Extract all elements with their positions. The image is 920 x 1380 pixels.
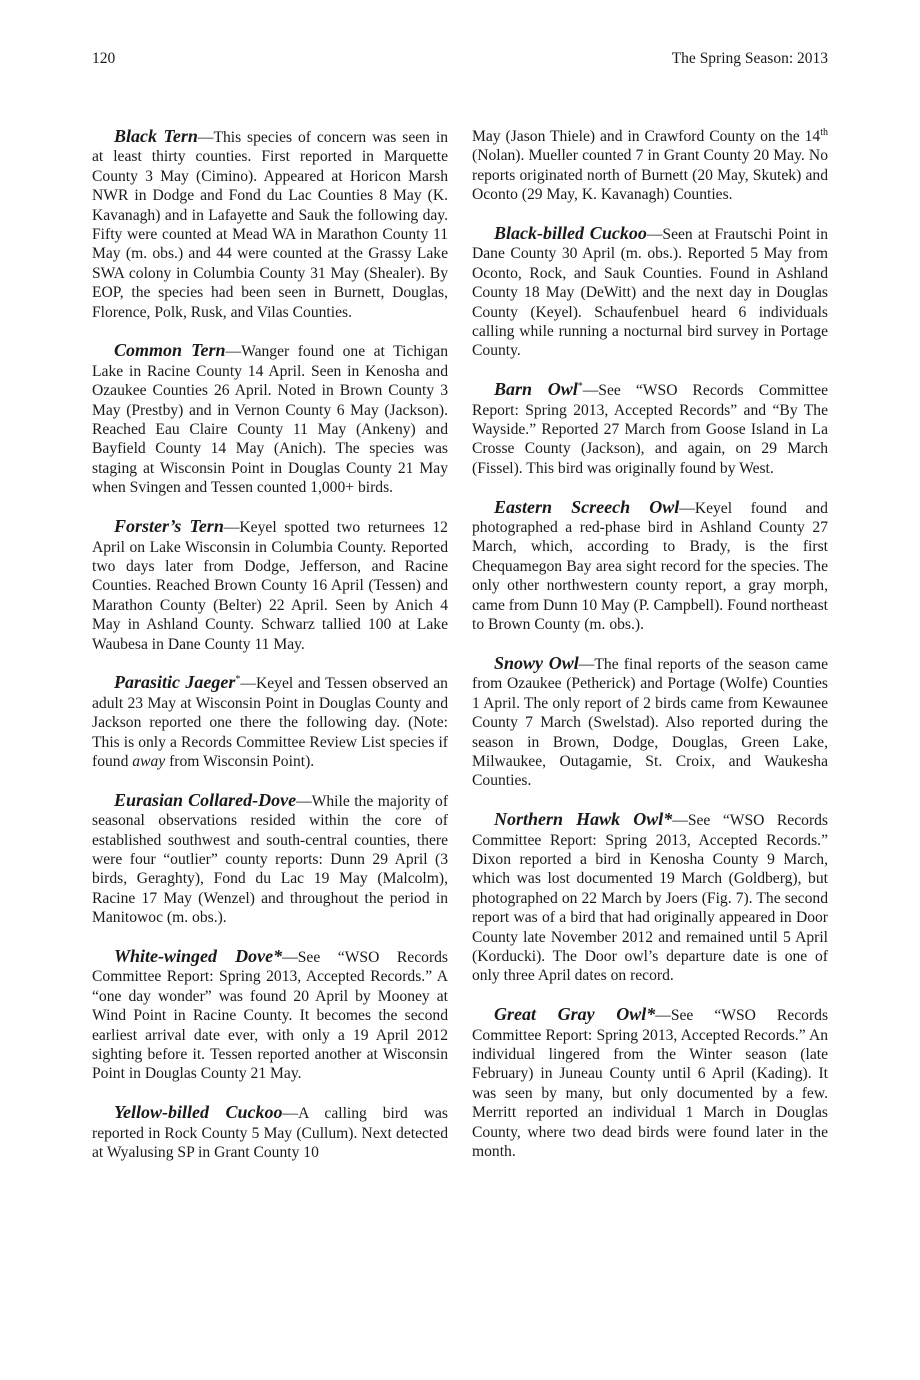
species-account-northern-hawk-owl xyxy=(472,810,828,986)
species-name: Eastern Screech Owl xyxy=(494,496,680,517)
review-list-star: * xyxy=(577,381,583,393)
species-account-great-gray-owl xyxy=(472,1005,828,1161)
species-text: —Keyel found and photographed a red-phase bird in Ashland County 27 March, which, according to Brady, is the first Chequamegon Bay area sight record for the species. The only other northwestern county report, a gray morph, came from Dunn 10 May (P. Campbell). Found northeast to Brown County (m. obs.). xyxy=(472,499,828,634)
running-head xyxy=(92,50,828,68)
species-account-parasitic-jaeger xyxy=(92,673,448,771)
species-text: —Wanger found one at Tichigan Lake in Racine County 14 April. Seen in Kenosha and Ozaukee Counties 26 April. Noted in Brown County 3 May (Prestby) and in Vernon County 6 May (Jackson). Reached Eau Claire County 11 May (Ankeny) and Bayfield County 14 May (Anich). The species was staging at Wisconsin Point in Douglas County 21 May when Svingen and Tessen counted 1,000+ birds. xyxy=(92,343,449,497)
species-name: Black Tern xyxy=(114,126,198,146)
species-name: White-winged Dove* xyxy=(114,945,283,966)
page-number: 120 xyxy=(92,50,116,67)
species-name: Northern Hawk Owl* xyxy=(494,809,673,830)
species-name: Great Gray Owl* xyxy=(494,1004,656,1025)
species-text: —This species of concern was seen in at least thirty counties. First reported in Marquette County 3 May (Cimino). Appeared at Horicon Marsh NWR in Dodge and Fond du Lac Counties 8 May (K. Kavanagh) and in Lafayette and Sauk the following day. Fifty were counted at Mead WA in Marathon County 11 May (m. obs.) and 44 were counted at the Grassy Lake SWA colony in Columbia County 31 May (Shealer). By EOP, the species had been seen in Burnett, Douglas, Florence, Polk, Rusk, and Vilas Counties. xyxy=(92,129,448,321)
species-name: Barn Owl xyxy=(494,379,578,400)
species-name: Snowy Owl xyxy=(494,652,579,673)
species-name: Parasitic Jaeger xyxy=(114,672,236,693)
species-account-black-tern xyxy=(92,127,448,322)
species-text: —A calling bird was reported in Rock County 5 May (Cullum). Next detected at Wyalusing SP in Grant County 10 xyxy=(92,1105,448,1162)
species-name: Black-billed Cuckoo xyxy=(494,223,647,244)
species-text-end: (Nolan). Mueller counted 7 in Grant County 20 May. No reports originated north of Burnett (20 May, Skutek) and Oconto (29 May, K. Kavanagh) Counties. xyxy=(472,147,828,204)
left-column xyxy=(92,127,448,1182)
species-account-snowy-owl xyxy=(472,654,828,791)
species-name: Common Tern xyxy=(114,340,226,361)
species-text: —Keyel and Tessen observed an adult 23 May at Wisconsin Point in Douglas County and Jackson reported one there the following day. (Note: This is only a Records Committee Review List species if found xyxy=(92,675,448,770)
species-text: —While the majority of seasonal observations resided within the core of established southwest and south-central counties, there were four “outlier” county reports: Dunn 29 April (3 birds, Geraghty), Fond du Lac 19 May (Malcolm), Racine 17 May (Wenzel) and throughout the period in Manitowoc (m. obs.). xyxy=(92,792,449,927)
species-text: —Seen at Frautschi Point in Dane County 30 April (m. obs.). Reported 5 May from Oconto, Rock, and Sauk Counties. Found in Ashland County 18 May (DeWitt) and the next day in Douglas County (Keyel). Schaufenbuel heard 6 individuals calling while running a nocturnal bird survey in Portage County. xyxy=(472,226,828,360)
species-account-continued xyxy=(472,127,828,205)
species-text: May (Jason Thiele) and in Crawford County on the 14 xyxy=(472,128,821,145)
species-name: Yellow-billed Cuckoo xyxy=(114,1102,283,1123)
species-text-end: from Wisconsin Point). xyxy=(165,752,315,770)
species-text: —See “WSO Records Committee Report: Spring 2013, Accepted Records.” A “one day wonder” was found 20 April by Mooney at Wind Point in Racine County. It becomes the second earliest arrival date ever, with only a 19 April 2012 sighting before it. Tessen reported another at Wisconsin Point in Douglas County 21 May. xyxy=(92,948,448,1083)
species-name: Forster’s Tern xyxy=(114,516,224,537)
species-text: —Keyel spotted two returnees 12 April on Lake Wisconsin in Columbia County. Reported two days later from Dodge, Jefferson, and Racine Counties. Reached Brown County 16 April (Tessen) and Marathon County (Belter) 22 April. Seen by Anich 4 May in Ashland County. Schwarz tallied 100 at Lake Waubesa in Dane County 11 May. xyxy=(92,519,448,653)
species-text: —See “WSO Records Committee Report: Spring 2013, Accepted Records.” An individual lingered from the Winter season (late February) in Juneau County until 6 April (Kading). It was seen by many, but only documented by a few. Merritt reported an individual 1 March in Douglas County, where two dead birds were found later in the month. xyxy=(472,1007,829,1161)
species-account-common-tern xyxy=(92,341,448,497)
right-column xyxy=(472,127,828,1181)
species-text-italic: away xyxy=(132,752,166,770)
species-account-black-billed-cuckoo xyxy=(472,224,828,361)
review-list-star: * xyxy=(235,674,241,686)
species-text: —See “WSO Records Committee Report: Spring 2013, Accepted Records.” Dixon reported a bird in Kenosha County 9 March, which was lost documented 19 March (Goldberg), but photographed on 22 March by Joers (Fig. 7). The second report was of a bird that had originally appeared in Door County late November 2012 and remained until 5 April (Korducki). The Door owl’s departure date is one of only three April dates on record. xyxy=(472,812,828,985)
species-account-barn-owl xyxy=(472,380,828,478)
species-text: —See “WSO Records Committee Report: Spring 2013, Accepted Records” and “By The Wayside.” Reported 27 March from Goose Island in La Crosse County (Jackson), and again, on 29 March (Fissel). This bird was originally found by West. xyxy=(472,382,828,477)
species-text: —The final reports of the season came from Ozaukee (Petherick) and Portage (Wolfe) Counties 1 April. The only report of 2 birds came from Kewaunee County 7 March (Swelstad). Also reported during the season in Brown, Dodge, Douglas, Green Lake, Milwaukee, Outagamie, St. Croix, and Waukesha Counties. xyxy=(472,655,828,790)
species-account-forsters-tern xyxy=(92,517,448,654)
ordinal-superscript: th xyxy=(820,126,828,138)
species-name: Eurasian Collared-Dove xyxy=(114,789,297,810)
running-title: The Spring Season: 2013 xyxy=(671,50,828,67)
species-account-eastern-screech-owl xyxy=(472,498,828,635)
species-account-white-winged-dove xyxy=(92,947,448,1084)
species-account-eurasian-collared-dove xyxy=(92,791,448,928)
species-account-yellow-billed-cuckoo xyxy=(92,1103,448,1162)
